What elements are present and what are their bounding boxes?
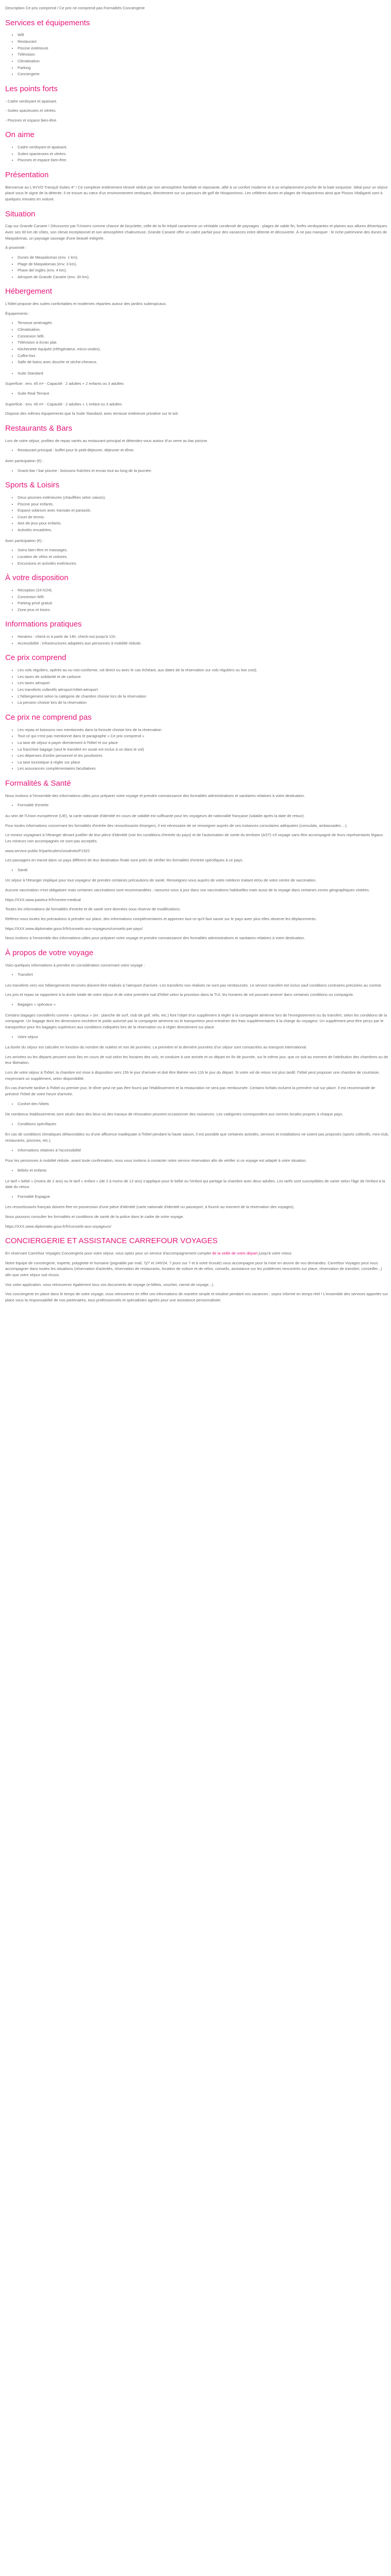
list-item: • Snack-bar / bar piscine : boissons fraîches et encas tout au long de la journée. [18, 468, 389, 474]
on-aime-title: On aime [5, 130, 35, 140]
formalites-link[interactable]: https://XXX.www.diplomatie.gouv.fr/fr/conseils-aux-voyageurs/conseils-par-pays/ [5, 926, 143, 931]
list-item: • Zone jeux et loisirs. [18, 607, 389, 613]
list-item: • Salle de bains avec douche et sèche-cheveux. [18, 359, 389, 365]
list-item: • Les vols réguliers, opérés au ou non-conforme, vol direct ou avec le cas échéant, aux dates de la réservation sur vols réguliers ou low cost). [18, 667, 389, 673]
conciergerie-text: Vos votre application, vous retrouverez également tous vos documents de voyage (e-billets, voucher, carnet de voyage...). [5, 1282, 215, 1287]
propos-list [5, 1194, 389, 1200]
list-item: • Suites spacieuses et vitrées. [18, 151, 389, 157]
propos-link[interactable]: https://XXX.www.diplomatie.gouv.fr/fr/conseils-aux-voyageurs/ [5, 1224, 111, 1229]
list-item: • Phare del Inglés (env. 4 km). [18, 267, 389, 274]
equipment-list [5, 320, 389, 376]
list-item: • Excursions et activités extérieures. [18, 561, 389, 567]
list-item: • Aire de jeux pour enfants. [18, 520, 389, 527]
list-item: • Les repas et boissons non mentionnés dans la formule choisie lors de la réservation [18, 727, 389, 733]
propos-text: Lors de votre séjour à l'hôtel, la chambre est mise à disposition vers 15h le jour d'arrivée et doit être libérée vers 11h le jour du départ. Si votre vol de retour est plus tardif, l'hôtel peut proposer une chambre de courtoisie, moyennant un supplément, selon disponibilité. [5, 1070, 380, 1081]
list-item: • Connexion Wifi. [18, 333, 389, 340]
list-item: • Plage de Maspalomas (env. 3 km). [18, 261, 389, 267]
list-item: • Deux piscines extérieures (chauffées selon saison). [18, 495, 389, 501]
formalites-text: Nous invitons à l'ensemble des informations utiles pour préparer votre voyage et prendre connaissance des formalités administratives et sanitaires relatives à votre destination. [5, 793, 305, 798]
points-forts-title: Les points forts [5, 84, 58, 93]
situation-text: Cap sur Grande Canarie ! Découvrez par l'Univers comme chance de bicyclette, celle de la fin trépid canarienne un véritable condensé de paysages : plages de sable fin, forêts verdoyantes et plaines aux allures désertiques. Avec ses 60 km de côtes, son climat exceptionnel et son atmosphère chaleureuse, Grande Canarie offre un cadre parfait pour des vacances entre détente et découverte. À ne pas manquer : le riche patrimoine des dunes de Maspalomas, un paysage sauvage d'une beauté intégrée. [5, 224, 388, 241]
list-item: • Santé [18, 867, 389, 873]
formalites-text: Nous invitons à l'ensemble des informations utiles pour préparer votre voyage et prendre connaissance des formalités administratives et sanitaires relatives à votre destination. [5, 936, 305, 941]
formalites-text: Aucune vaccination n'est obligatoire mais certaines vaccinations sont recommandées ; rassurez-vous à jour dans vos vaccinations habituelles mais aussi de la voyage dans certaines zones géographiques visitées. [5, 888, 370, 892]
list-item: • Télévision à écran plat. [18, 340, 389, 346]
room-desc: Superficie : env. 45 m² - Capacité : 2 adultes + 1 enfant ou 3 adultes [5, 401, 122, 406]
list-item: • La taxe touristique à régler sur place [18, 759, 389, 766]
room-desc: Superficie : env. 45 m² - Capacité : 2 adultes + 2 enfants ou 3 adultes [5, 381, 124, 386]
list-item: • Réception (24 h/24). [18, 587, 389, 594]
propos-text: Les prix et repas se rapportent à la durée totale de votre séjour et de votre première nuit d'hôtel selon la provision dans la TUI, les horaires de vol pouvant amener dans certaines conditions ou compagnie. [5, 992, 354, 997]
prix-comprend-list [5, 667, 389, 706]
situation-title: Situation [5, 209, 36, 218]
restaurants-text: Lors de votre séjour, profitez de repas variés au restaurant principal et détendez-vous autour d'un verre au bar piscine. [5, 438, 208, 443]
list-item: • Accessibilité : infrastructures adaptées aux personnes à mobilité réduite. [18, 640, 389, 647]
services-title: Services et équipements [5, 18, 90, 27]
propos-list [5, 1101, 389, 1107]
propos-text: Le tarif « bébé » (moins de 2 ans) ou le tarif « enfant » (de 2 à moins de 12 ans) s'applique pour le bébé ou l'enfant qui partage la chambre avec deux adultes. Les tarifs sont susceptibles de varier selon l'âge de l'enfant à la date du retour. [5, 1178, 385, 1190]
formalites-text: Au sein de l'Union européenne (UE), la carte nationale d'identité en cours de validité est suffisante pour les voyageurs de nationalité française (valable après la date de retour). [5, 814, 305, 818]
formalites-link[interactable]: www.service-public.fr/particuliers/vosdroits/F1922 [5, 848, 90, 853]
propos-text: Les transferts vers vos hébergements réservés doivent être réalisés à l'aéroport d'arrivée. Les transferts non réalisés ne sont pas remboursés. Le service transfert est inclus sauf conditions contraires précisées au contrat. [5, 982, 382, 988]
conciergerie-text [5, 1250, 389, 1257]
list-item: • Bagages « spéciaux » [18, 1002, 389, 1008]
propos-text: En cas d'arrivée tardive à l'hôtel ou premier jour, le dîner peut ne pas être fourni par l'établissement et la restauration ne sera pas remboursée. Certains forfaits incluent la première nuit sur place. Il est recommandé de prévenir l'hôtel de votre heure d'arrivée. [5, 1086, 376, 1096]
propos-text: Pour les personnes à mobilité réduite, avant toute confirmation, nous vous invitons à contacter notre service réservation afin de vérifier si ce voyage est adapté à votre situation. [5, 1158, 307, 1163]
propos-list [5, 972, 389, 978]
propos-text: Les ressortissants français doivent être en possession d'une pièce d'identité (carte nationale d'identité ou passeport, à fournir au moment de la réservation des voyages). [5, 1205, 295, 1210]
services-list [5, 32, 389, 77]
list-item: • Télévision [18, 52, 389, 58]
list-item: • Piscine extérieure [18, 45, 389, 52]
list-item: • Cadre verdoyant et apaisant. [18, 144, 389, 150]
restaurants-list [5, 447, 389, 453]
propos-text: En cas de conditions climatiques défavorables ou d'une affluence inadéquate à l'hôtel pendant la haute saison, il est possible que certaines activités, services et installations ne soient pas proposés (sports collectifs, mini-club, restaurants, piscines, etc.). [5, 1132, 389, 1143]
list-item: • Parking [18, 65, 389, 71]
list-item: • Kitchenette équipée (réfrigérateur, micro-ondes). [18, 346, 389, 352]
propos-title: À propos de votre voyage [5, 948, 93, 957]
propos-list [5, 1147, 389, 1154]
room-type: • Suite Real Terrace [18, 391, 389, 397]
list-item: • Activités encadrées. [18, 527, 389, 533]
list-item: • Les taxes de solidarité et de carbone [18, 674, 389, 680]
list-item: • Restaurant principal : buffet pour le petit-déjeuner, déjeuner et dîner. [18, 447, 389, 453]
propos-list [5, 1034, 389, 1040]
formalites-text: Les passagers en transit dans un pays différent de leur destination finale sont priés de vérifier les formalités d'entrée spécifiques à ce pays. [5, 858, 243, 863]
list-item: • Formalité d'entrée [18, 802, 389, 808]
list-item: • Coffre-fort. [18, 353, 389, 359]
restaurants-title: Restaurants & Bars [5, 423, 73, 433]
point-fort: - Piscines et espace bien-être. [5, 117, 57, 123]
list-item: • Terrasse aménagée. [18, 320, 389, 326]
point-fort: - Suites spacieuses et vitrées. [5, 108, 57, 113]
proximity-list [5, 255, 389, 280]
conciergerie-text-a: En réservant Carrefour Voyages Conciergerie pour votre séjour, vous optez pour un service d'accompagnement complet [5, 1251, 213, 1256]
formalites-link[interactable]: https://XXX.www.pasteur.fr/fr/centre-medical [5, 897, 81, 902]
list-item: • Dunes de Maspalomas (env. 1 km). [18, 255, 389, 261]
restaurants-paid-list [5, 468, 389, 474]
propos-text: Les arrivées ou les départs peuvent avoir lieu en cours de nuit selon les horaires des vols, et conduire à une arrivée et un départ en fin de journée, sur le même jour, que ce soit au moment de l'attribution des chambres ou de leur libération. [5, 1054, 388, 1065]
proximity-label: À proximité : [5, 245, 27, 250]
list-item: • Horaires : check-in à partir de 14h, check-out jusqu'à 11h. [18, 634, 389, 640]
equipment-label: Équipements : [5, 311, 30, 316]
paid-label: Avec participation (€) : [5, 458, 44, 463]
paid-label: Avec participation (€) : [5, 538, 44, 543]
infos-list [5, 634, 389, 646]
point-fort: - Cadre verdoyant et apaisant. [5, 98, 57, 104]
propos-text: Nous pouvons consulter les formalités et conditions de santé de la police dans le cadre de votre voyage. [5, 1214, 184, 1219]
list-item: • Climatisation. [18, 327, 389, 333]
conciergerie-text: Notre équipe de conciergerie, experte, polyglotte et humaine (joignable par mail, 7j/7 et 24h/24, 7 jours sur 7 et à votre écoute) vous accompagne pour la mise en œuvre de vos demandes. Carrefour Voyages peut vous accompagner dans toutes les situations (réservation d'activités, réservation de restaurants, location de voiture et de vélos, conseils, assistance sur les problèmes rencontrés sur place, réservation de transfert, conseiller...) afin que votre séjour soit réussi. [5, 1260, 382, 1277]
list-item: • Les dépenses d'ordre personnel et les pourboires [18, 753, 389, 759]
room-type: • Suite Standard [18, 370, 389, 377]
list-item: • Soins bien-être et massages. [18, 547, 389, 553]
presentation-text: Bienvenue au L'AYVO Tranquil Suites 4* ! Ce complexe entièrement rénové séduit par son atmosphère familiale et reposante, allié à un confort moderne et à un emplacement proche de la baie turquoise. Idéal pour un séjour placé sous le signe de la détente, il se trouve au cœur d'un environnement verdoyant, directement sur un parcours de golf de Hisaponimos. Les célèbres dunes et plages de Hisaponimos ainsi que Pissos Vitaliganti sont à quelques minutes en voiture. [5, 184, 388, 201]
list-item: • Transfert [18, 972, 389, 978]
prix-comprend-title: Ce prix comprend [5, 653, 67, 663]
list-item: • Tout ce qui n'est pas mentionné dans le paragraphe « Ce prix comprend » [18, 733, 389, 739]
room-list [5, 391, 389, 397]
formalites-text: Toutes les informations de formalités d'entrée et de santé sont données sous réserve de modifications. [5, 907, 181, 912]
list-item: • La taxe de séjour à payer directement à l'hôtel et sur place [18, 740, 389, 746]
formalites-text: Pour toutes informations concernant les formalités d'entrée des ressortissants étrangers, il est nécessaire de se renseigner auprès de ces instances consulaires adéquates (consulats, ambassades ...). [5, 823, 348, 828]
list-item: • Conciergerie [18, 71, 389, 77]
list-item: • Climatisation [18, 58, 389, 64]
list-item: • Piscines et espace bien-être. [18, 157, 389, 163]
list-item: • Piscine pour enfants. [18, 501, 389, 507]
top-note: Description Ce prix comprend / Ce prix ne comprend pas Formalités Conciergerie [5, 6, 145, 10]
propos-text: Certains bagages considérés comme « spéciaux » (ex : planche de surf, club de golf, vélo, etc.) font l'objet d'un supplément à régler à la compagnie aérienne lors de l'enregistrement ou du transfert, selon les conditions de la compagnie. Un bagage dont les dimensions excèdent le poids autorisé par la compagnie aérienne ou le transporteur peut entraîner des frais supplémentaires à la charge du voyageur. Un supplément peut être perçu par le transporteur pour les bagages supérieurs aux conditions indiquées lors de la réservation ou à régler directement sur place. [5, 1012, 387, 1029]
prix-ne-comprend-list [5, 727, 389, 772]
conciergerie-link[interactable]: de la veille de votre départ [212, 1251, 258, 1256]
disposition-title: À votre disposition [5, 573, 69, 583]
list-item: • La franchise bagage (seul le transfert en soute est inclus à un dans le vol) [18, 747, 389, 753]
list-item: • Votre séjour [18, 1034, 389, 1040]
propos-text: De nombreux établissements sont situés dans des lieux où des travaux de rénovation peuvent occasionner des nuisances. Les catégories correspondent aux normes locales propres à chaque pays. [5, 1112, 344, 1117]
sports-list [5, 495, 389, 533]
presentation-title: Présentation [5, 171, 49, 179]
formalites-list [5, 802, 389, 808]
formalites-title: Formalités & Santé [5, 779, 71, 788]
list-item: • Bébés et enfants [18, 1167, 389, 1174]
propos-list [5, 1167, 389, 1174]
infos-title: Informations pratiques [5, 620, 82, 629]
formalites-text: Le mineur voyageant à l'étranger devant justifier de leur pièce d'identité (voir les conditions d'entrée du pays) et de l'autorisation de sortie du territoire (AST) s'il voyage sans être accompagné de leurs représentants légaux. Les mineurs non accompagnés ne sont pas acceptés. [5, 833, 384, 843]
sports-paid-list [5, 547, 389, 566]
prix-ne-comprend-title: Ce prix ne comprend pas [5, 713, 92, 722]
list-item: • Confort des hôtels [18, 1101, 389, 1107]
hebergement-title: Hébergement [5, 287, 52, 296]
list-item: • La pension choisie lors de la réservation [18, 700, 389, 706]
list-item: • Les assurances complémentaires facultatives [18, 766, 389, 772]
list-item: • Aéroport de Grande Canarie (env. 30 km). [18, 274, 389, 280]
list-item: • Conditions spécifiques [18, 1121, 389, 1127]
propos-list [5, 1002, 389, 1008]
list-item: • Court de tennis. [18, 514, 389, 520]
on-aime-list [5, 144, 389, 163]
list-item: • Parking privé gratuit. [18, 600, 389, 606]
list-item: • Informations relatives à l'accessibilité [18, 1147, 389, 1154]
list-item: • Restaurant [18, 39, 389, 45]
list-item: • Les taxes aéroport [18, 680, 389, 686]
sports-title: Sports & Loisirs [5, 481, 60, 490]
list-item: • Les transferts collectifs aéroport-hôtel-aéroport [18, 687, 389, 693]
conciergerie-text-b: jusqu'à votre retour. [257, 1251, 292, 1256]
list-item: • Formalité Espagne [18, 1194, 389, 1200]
conciergerie-title: CONCIERGERIE ET ASSISTANCE CARREFOUR VOYAGES [5, 1236, 218, 1246]
formalites-text: Référez-vous toutes les précautions à prendre sur place, des informations complémentaires et apprenez tout ce qu'il faut savoir sur le pays avec plus elles observe les déplacements. [5, 916, 317, 921]
list-item: • L'hébergement selon la catégorie de chambre choisie lors de la réservation [18, 693, 389, 700]
propos-list [5, 1121, 389, 1127]
list-item: • Wifi [18, 32, 389, 38]
propos-text: La durée du séjour est calculée en fonction du nombre de nuitées et non de journées. La première et la dernière journées d'un séjour sont consacrées au transport international. [5, 1045, 307, 1050]
room-note: Dispose des mêmes équipements que la Suite Standard, avec terrasse extérieure privative sur le toit. [5, 411, 179, 416]
disposition-list [5, 587, 389, 613]
formalites-text: Un séjour à l'étranger implique pour tout voyageur de prendre certaines précautions de santé. Renseignez-vous auprès de votre médecin traitant et/ou de votre centre de vaccination. [5, 878, 317, 883]
list-item: • Connexion Wifi. [18, 594, 389, 600]
conciergerie-text: Vos conciergerie en place dans le temps de votre voyage, vous retrouverez en effet ces informations de manière simple et intuitive pendant vos vacances ; soyez informé en temps réel ! L'ensemble des services apportés sur place sous la responsabilité de nos partenaires, tous professionnels et spécialistes agréés pour une assistance personnalisée. [5, 1292, 388, 1302]
list-item: • Location de vélos et voitures. [18, 554, 389, 560]
sante-list [5, 867, 389, 873]
propos-intro: Voici quelques informations à prendre en considération concernant votre voyage : [5, 962, 145, 968]
list-item: • Espace solarium avec transats et parasols. [18, 507, 389, 514]
hebergement-text: L'hôtel propose des suites confortables et modernes réparties autour des jardins subtropicaux. [5, 301, 167, 307]
